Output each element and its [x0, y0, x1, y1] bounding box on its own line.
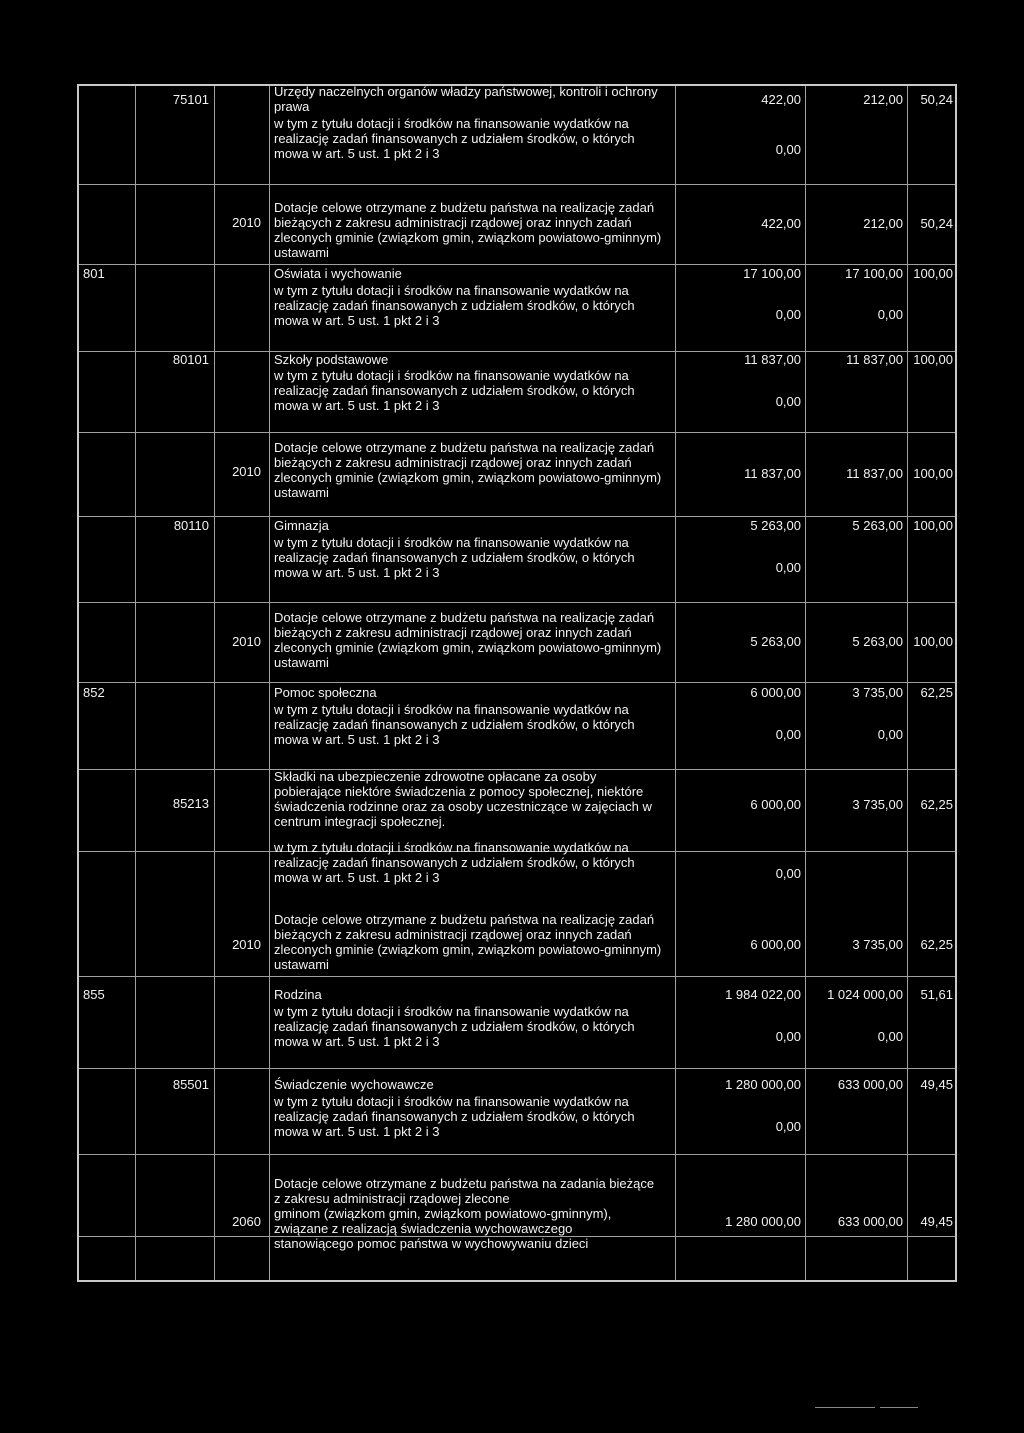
item-name: Oświata i wychowanie: [274, 266, 402, 281]
execution-value: 0,00: [877, 727, 903, 742]
rozdzial-code: 80110: [173, 518, 209, 533]
percent-value: 49,45: [920, 1214, 953, 1229]
execution-value: 5 263,00: [852, 518, 903, 533]
item-name: Dotacje celowe otrzymane z budżetu państwa na realizację zadań bieżących z zakresu administracji rządowej oraz innych zadań zleconych gminie (związkom gmin, związkom powiatowo-gminnym) ustawami: [274, 912, 662, 972]
percent-value: 100,00: [913, 518, 953, 533]
rozdzial-code: 85501: [172, 1077, 209, 1092]
percent-value: 100,00: [913, 466, 953, 481]
column-divider: [907, 86, 908, 1280]
item-name: Szkoły podstawowe: [274, 352, 389, 367]
plan-value: 0,00: [775, 1029, 801, 1044]
dzial-code: 852: [83, 685, 105, 700]
rozdzial-code: 80101: [172, 352, 209, 367]
row-divider: [79, 432, 955, 433]
dzial-code: 855: [83, 987, 105, 1002]
item-name: Dotacje celowe otrzymane z budżetu państwa na realizację zadań bieżących z zakresu administracji rządowej oraz innych zadań zleconych gminie (związkom gmin, związkom powiatowo-gminnym) ustawami: [274, 200, 662, 260]
item-name: w tym z tytułu dotacji i środków na finansowanie wydatków na realizację zadań finansowanych z udziałem środków, o których mowa w art. 5 ust. 1 pkt 2 i 3: [274, 702, 635, 747]
item-name: Dotacje celowe otrzymane z budżetu państwa na zadania bieżące z zakresu administracji rządowej zlecone gminom (związkom gmin, związkom powiatowo-gminnym), związane z realizacją świadczenia wychowawczego stanowiącego pomoc państwa w wychowywaniu dzieci: [274, 1176, 655, 1251]
plan-value: 1 984 022,00: [725, 987, 801, 1002]
percent-value: 49,45: [920, 1077, 953, 1092]
plan-value: 6 000,00: [750, 685, 801, 700]
rozdzial-code: 85213: [172, 796, 209, 811]
paragraf-code: 2010: [232, 937, 261, 952]
paragraf-code: 2060: [232, 1214, 261, 1229]
plan-value: 5 263,00: [750, 518, 801, 533]
percent-value: 62,25: [920, 685, 953, 700]
percent-value: 62,25: [920, 797, 953, 812]
plan-value: 17 100,00: [743, 266, 801, 281]
budget-table: [77, 84, 957, 1282]
row-divider: [79, 1068, 955, 1069]
item-name: w tym z tytułu dotacji i środków na finansowanie wydatków na realizację zadań finansowanych z udziałem środków, o których mowa w art. 5 ust. 1 pkt 2 i 3: [274, 116, 635, 161]
footer-rule: [815, 1407, 875, 1408]
execution-value: 0,00: [775, 560, 801, 575]
plan-value: 11 837,00: [744, 466, 801, 481]
row-divider: [79, 602, 955, 603]
item-name: Gimnazja: [274, 518, 329, 533]
execution-value: 633 000,00: [837, 1214, 903, 1229]
execution-value: 1 024 000,00: [827, 987, 903, 1002]
execution-value: 0,00: [775, 866, 801, 881]
footer-rule: [880, 1407, 918, 1408]
item-name: w tym z tytułu dotacji i środków na finansowanie wydatków na realizację zadań finansowanych z udziałem środków, o których mowa w art. 5 ust. 1 pkt 2 i 3: [274, 840, 635, 885]
execution-value: 0,00: [877, 307, 903, 322]
item-name: Dotacje celowe otrzymane z budżetu państwa na realizację zadań bieżących z zakresu administracji rządowej oraz innych zadań zleconych gminie (związkom gmin, związkom powiatowo-gminnym) ustawami: [274, 440, 662, 500]
item-name: w tym z tytułu dotacji i środków na finansowanie wydatków na realizację zadań finansowanych z udziałem środków, o których mowa w art. 5 ust. 1 pkt 2 i 3: [274, 368, 635, 413]
execution-value: 0,00: [775, 394, 801, 409]
execution-value: 212,00: [863, 92, 903, 107]
rozdzial-code: 75101: [172, 92, 209, 107]
row-divider: [79, 264, 955, 265]
item-name: Składki na ubezpieczenie zdrowotne opłacane za osoby pobierające niektóre świadczenia z pomocy społecznej, niektóre świadczenia rodzinne oraz za osoby uczestniczące w zajęciach w centrum integracji społecznej.: [274, 769, 652, 829]
plan-value: 422,00: [761, 92, 801, 107]
item-name: w tym z tytułu dotacji i środków na finansowanie wydatków na realizację zadań finansowanych z udziałem środków, o których mowa w art. 5 ust. 1 pkt 2 i 3: [274, 535, 635, 580]
execution-value: 633 000,00: [837, 1077, 903, 1092]
percent-value: 100,00: [913, 634, 953, 649]
percent-value: 62,25: [920, 937, 953, 952]
execution-value: 212,00: [863, 216, 903, 231]
plan-value: 1 280 000,00: [725, 1077, 801, 1092]
percent-value: 100,00: [913, 266, 953, 281]
plan-value: 422,00: [761, 216, 801, 231]
dzial-code: 801: [83, 266, 105, 281]
percent-value: 50,24: [920, 92, 953, 107]
plan-value: 1 280 000,00: [725, 1214, 801, 1229]
item-name: Świadczenie wychowawcze: [274, 1077, 434, 1092]
item-name: Pomoc społeczna: [274, 685, 377, 700]
item-name: Rodzina: [274, 987, 322, 1002]
execution-value: 0,00: [775, 142, 801, 157]
column-divider: [214, 86, 215, 1280]
row-divider: [79, 682, 955, 683]
execution-value: 3 735,00: [852, 685, 903, 700]
item-name: w tym z tytułu dotacji i środków na finansowanie wydatków na realizację zadań finansowanych z udziałem środków, o których mowa w art. 5 ust. 1 pkt 2 i 3: [274, 1004, 635, 1049]
execution-value: 5 263,00: [852, 634, 903, 649]
row-divider: [79, 976, 955, 977]
execution-value: 11 837,00: [846, 466, 903, 481]
column-divider: [269, 86, 270, 1280]
percent-value: 100,00: [913, 352, 953, 367]
plan-value: 6 000,00: [750, 937, 801, 952]
row-divider: [79, 1154, 955, 1155]
row-divider: [79, 184, 955, 185]
execution-value: 11 837,00: [846, 352, 903, 367]
plan-value: 6 000,00: [750, 797, 801, 812]
paragraf-code: 2010: [232, 634, 261, 649]
column-divider: [135, 86, 136, 1280]
execution-value: 0,00: [877, 1029, 903, 1044]
execution-value: 0,00: [775, 1119, 801, 1134]
paragraf-code: 2010: [232, 464, 261, 479]
row-divider: [79, 516, 955, 517]
item-name: w tym z tytułu dotacji i środków na finansowanie wydatków na realizację zadań finansowanych z udziałem środków, o których mowa w art. 5 ust. 1 pkt 2 i 3: [274, 283, 635, 328]
execution-value: 3 735,00: [852, 937, 903, 952]
plan-value: 0,00: [775, 727, 801, 742]
execution-value: 3 735,00: [852, 797, 903, 812]
item-name: w tym z tytułu dotacji i środków na finansowanie wydatków na realizację zadań finansowanych z udziałem środków, o których mowa w art. 5 ust. 1 pkt 2 i 3: [274, 1094, 635, 1139]
execution-value: 17 100,00: [845, 266, 903, 281]
item-name: Dotacje celowe otrzymane z budżetu państwa na realizację zadań bieżących z zakresu administracji rządowej oraz innych zadań zleconych gminie (związkom gmin, związkom powiatowo-gminnym) ustawami: [274, 610, 662, 670]
plan-value: 0,00: [775, 307, 801, 322]
percent-value: 51,61: [920, 987, 953, 1002]
paragraf-code: 2010: [232, 215, 261, 230]
percent-value: 50,24: [920, 216, 953, 231]
plan-value: 11 837,00: [744, 352, 801, 367]
plan-value: 5 263,00: [750, 634, 801, 649]
item-name: Urzędy naczelnych organów władzy państwowej, kontroli i ochrony prawa: [274, 84, 658, 114]
